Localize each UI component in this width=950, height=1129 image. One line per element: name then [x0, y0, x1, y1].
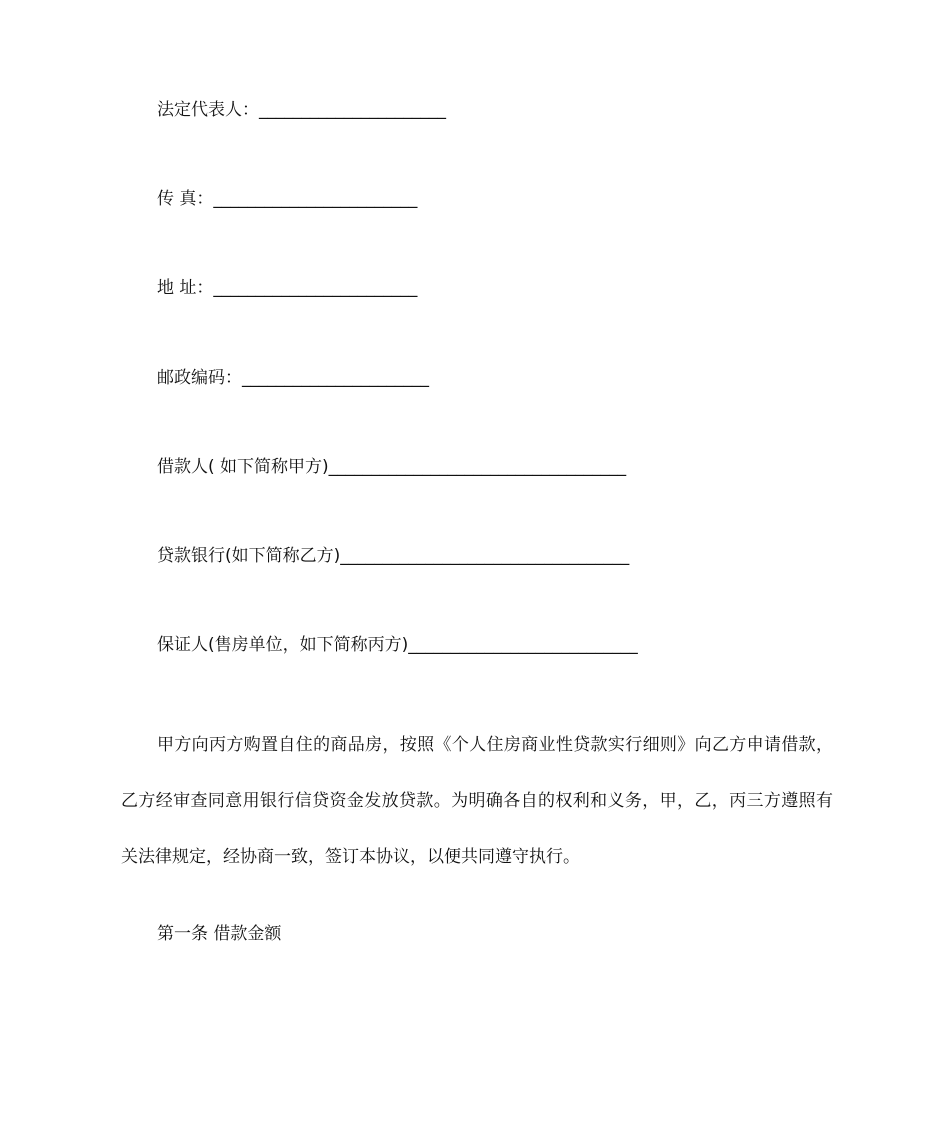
article-one-heading: 第一条 借款金额	[157, 924, 282, 944]
lending-bank-field: 贷款银行(如下简称乙方)__________________________________	[157, 546, 630, 566]
postal-code-field: 邮政编码：______________________	[157, 368, 429, 388]
agreement-intro-paragraph: 甲方向丙方购置自住的商品房，按照《个人住房商业性贷款实行细则》向乙方申请借款，乙方经审查同意用银行信贷资金发放贷款。为明确各自的权利和义务，甲，乙，丙三方遵照有关法律规定，经协商一致，签订本协议，以便共同遵守执行。	[121, 735, 833, 867]
borrower-field: 借款人( 如下简称甲方)___________________________________	[157, 457, 627, 477]
guarantor-field: 保证人(售房单位，如下简称丙方)___________________________	[157, 635, 638, 655]
legal-representative-field: 法定代表人：______________________	[157, 100, 446, 120]
fax-field: 传 真：________________________	[157, 189, 418, 209]
address-field: 地 址：________________________	[157, 278, 418, 298]
